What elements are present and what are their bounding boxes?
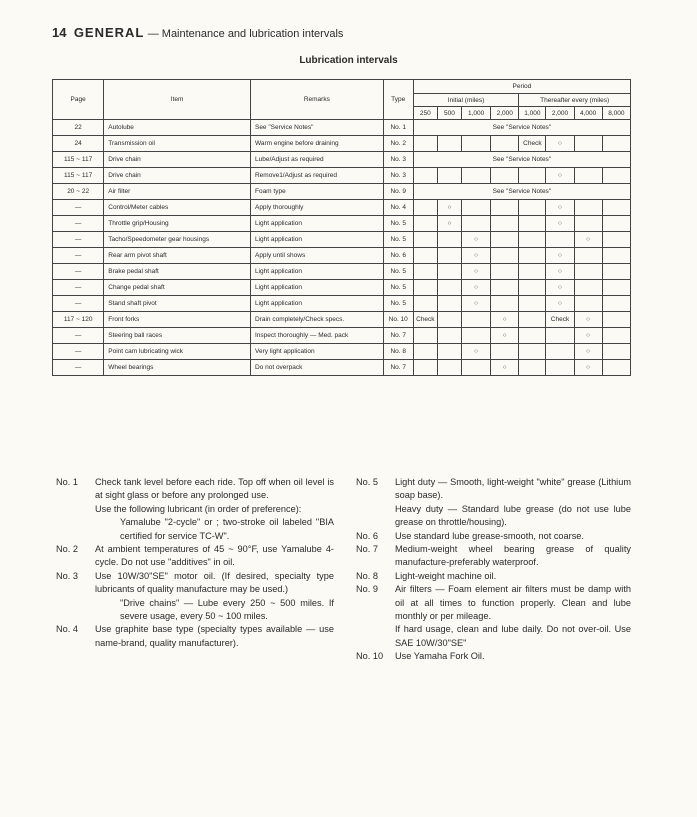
note-label: No. 5 [356,477,378,487]
cell-interval [574,280,602,296]
cell-page: 22 [53,120,104,136]
table-row [53,344,631,360]
cell-type: No. 6 [383,248,413,264]
cell-interval [437,328,461,344]
note-text: Use the following lubricant (in order of preference): [95,503,302,514]
table-row [53,168,631,184]
cell-item: Tacho/Speedometer gear housings [104,232,251,248]
cell-interval [574,200,602,216]
table-row [53,216,631,232]
page-header [52,25,343,40]
cell-interval: ○ [491,312,519,328]
cell-type: No. 5 [383,232,413,248]
note-text: Light-weight machine oil. [395,570,497,581]
cell-interval [491,216,519,232]
cell-item: Throttle grip/Housing [104,216,251,232]
cell-type: No. 7 [383,328,413,344]
table-title: Lubrication intervals [299,55,398,66]
cell-type: No. 4 [383,200,413,216]
note-text: Use Yamaha Fork Oil. [395,651,485,662]
cell-interval: ○ [546,168,574,184]
col-header-type: Type [383,80,413,120]
cell-type: No. 7 [383,360,413,376]
cell-interval: ○ [462,248,491,264]
cell-interval [413,200,437,216]
mileage-header: 250 [413,107,437,120]
cell-interval [546,360,574,376]
cell-page: — [53,216,104,232]
note-text: Use graphite base type (specialty types available — use name-brand, quality manufacturer). [95,624,334,648]
cell-interval [519,312,546,328]
cell-interval [574,264,602,280]
col-header-period: Period [413,80,630,94]
mileage-header: 4,000 [574,107,602,120]
cell-item: Air filter [104,184,251,200]
cell-type: No. 8 [383,344,413,360]
cell-interval [574,168,602,184]
cell-interval [519,200,546,216]
cell-item: Change pedal shaft [104,280,251,296]
table-row [53,280,631,296]
cell-item: Stand shaft pivot [104,296,251,312]
cell-interval [462,200,491,216]
notes-left-column [56,476,334,650]
cell-interval [491,200,519,216]
cell-interval [413,360,437,376]
cell-page: — [53,344,104,360]
note-label: No. 4 [56,624,78,635]
table-row [53,152,631,168]
table-row [53,248,631,264]
cell-interval [574,296,602,312]
cell-interval [491,344,519,360]
cell-interval [462,360,491,376]
note-text: "Drive chains" — Lube every 250 ~ 500 miles. If severe usage, every 50 ~ 100 miles. [120,597,334,622]
cell-interval [602,232,630,248]
cell-interval [413,280,437,296]
cell-interval [437,232,461,248]
cell-page: — [53,264,104,280]
cell-interval [413,344,437,360]
cell-remarks: Apply until shows [250,248,383,264]
cell-item: Wheel bearings [104,360,251,376]
cell-type: No. 5 [383,296,413,312]
mileage-header: 8,000 [602,107,630,120]
cell-interval [546,232,574,248]
note-label: No. 7 [356,544,378,555]
cell-item: Steering ball races [104,328,251,344]
cell-page: — [53,328,104,344]
cell-interval [519,248,546,264]
cell-interval [491,232,519,248]
cell-remarks: Do not overpack [250,360,383,376]
cell-type: No. 5 [383,280,413,296]
table-row [53,264,631,280]
note-body [95,476,334,543]
table-row [53,232,631,248]
mileage-header: 500 [437,107,461,120]
lubricant-note [356,476,631,530]
cell-interval [602,216,630,232]
cell-interval [602,312,630,328]
cell-interval: ○ [462,232,491,248]
note-label: No. 6 [356,530,378,541]
col-header-remarks: Remarks [250,80,383,120]
cell-interval [413,216,437,232]
cell-interval [437,360,461,376]
table-row [53,136,631,152]
table-row [53,120,631,136]
cell-interval [602,296,630,312]
col-header-page: Page [53,80,104,120]
note-body [395,476,631,530]
cell-interval: ○ [462,344,491,360]
cell-interval: ○ [546,248,574,264]
note-label: No. 2 [56,544,78,555]
cell-page: 115 ~ 117 [53,168,104,184]
cell-interval [462,168,491,184]
cell-interval: ○ [491,328,519,344]
cell-item: Autolube [104,120,251,136]
note-label: No. 9 [356,584,378,595]
lubricant-note [356,530,631,543]
table-row [53,200,631,216]
cell-type: No. 5 [383,216,413,232]
cell-page: — [53,280,104,296]
cell-item: Rear arm pivot shaft [104,248,251,264]
mileage-header: 2,000 [546,107,574,120]
cell-item: Drive chain [104,152,251,168]
cell-interval [519,232,546,248]
mileage-header: 2,000 [491,107,519,120]
col-header-thereafter: Thereafter every (miles) [519,94,631,107]
cell-interval [413,248,437,264]
cell-remarks: See "Service Notes" [250,120,383,136]
cell-interval [413,232,437,248]
cell-remarks: Light application [250,232,383,248]
cell-interval [462,328,491,344]
note-text: Use 10W/30"SE" motor oil. (If desired, specialty type lubricants of quality manufacture may be used.) [95,570,334,595]
cell-interval: ○ [546,280,574,296]
cell-interval [519,328,546,344]
note-body [395,570,631,583]
cell-remarks: Foam type [250,184,383,200]
cell-page: — [53,248,104,264]
cell-interval [574,248,602,264]
cell-interval [437,168,461,184]
cell-interval: ○ [574,344,602,360]
cell-interval [491,280,519,296]
cell-interval [437,312,461,328]
cell-interval: ○ [574,312,602,328]
cell-interval [491,296,519,312]
mileage-header: 1,000 [519,107,546,120]
cell-interval: ○ [574,232,602,248]
cell-type: No. 9 [383,184,413,200]
cell-interval [519,264,546,280]
cell-interval [413,264,437,280]
cell-page: 115 ~ 117 [53,152,104,168]
page-number: 14 [52,25,67,40]
cell-interval [519,216,546,232]
lubrication-table [52,79,631,376]
cell-type: No. 3 [383,152,413,168]
table-row [53,312,631,328]
cell-page: 24 [53,136,104,152]
cell-interval [437,136,461,152]
note-text: Medium-weight wheel bearing grease of quality manufacture-preferably waterproof. [395,544,631,568]
cell-interval [437,280,461,296]
cell-interval [602,360,630,376]
cell-remarks: Light application [250,216,383,232]
cell-interval [519,168,546,184]
cell-item: Point cam lubricating wick [104,344,251,360]
cell-interval: ○ [546,200,574,216]
cell-interval: ○ [546,296,574,312]
col-header-item: Item [104,80,251,120]
cell-remarks: Inspect thoroughly — Med. pack [250,328,383,344]
cell-interval [602,168,630,184]
cell-interval [491,136,519,152]
cell-interval [602,328,630,344]
cell-interval [602,280,630,296]
note-text: Yamalube "2-cycle" or ; two-stroke oil labeled "BIA certified for service TC-W". [120,517,334,541]
cell-type: No. 5 [383,264,413,280]
cell-interval [462,216,491,232]
cell-page: 117 ~ 120 [53,312,104,328]
cell-page: — [53,360,104,376]
cell-interval [437,296,461,312]
cell-remarks: Light application [250,264,383,280]
notes-right-column [356,476,631,664]
note-text: Heavy duty — Standard lube grease (do not use lube grease on throttle/housing). [395,503,631,528]
cell-service-notes: See "Service Notes" [413,120,630,136]
cell-interval [602,264,630,280]
note-body [395,583,631,650]
cell-item: Drive chain [104,168,251,184]
cell-interval: Check [546,312,574,328]
cell-page: 20 ~ 22 [53,184,104,200]
lubricant-note [356,650,631,663]
table-row [53,184,631,200]
lubricant-note [356,543,631,570]
cell-page: — [53,232,104,248]
cell-interval: ○ [546,264,574,280]
cell-remarks: Light application [250,280,383,296]
cell-interval [413,328,437,344]
section-title: GENERAL [73,25,145,40]
note-text: Use standard lube grease-smooth, not coarse. [395,530,584,541]
cell-interval [413,168,437,184]
mileage-header: 1,000 [462,107,491,120]
cell-interval [491,248,519,264]
cell-type: No. 1 [383,120,413,136]
cell-interval [546,344,574,360]
cell-interval [437,264,461,280]
cell-interval: Check [413,312,437,328]
cell-interval: ○ [574,360,602,376]
cell-interval: ○ [437,216,461,232]
cell-interval [437,344,461,360]
cell-interval: ○ [546,216,574,232]
cell-item: Front forks [104,312,251,328]
cell-interval [602,136,630,152]
cell-interval [574,136,602,152]
note-text: If hard usage, clean and lube daily. Do not over-oil. Use SAE 10W/30"SE" [395,624,631,648]
cell-interval [462,312,491,328]
lubricant-note [56,476,334,543]
cell-interval [602,200,630,216]
lubricant-note [56,623,334,650]
note-text: Air filters — Foam element air filters must be damp with oil at all times to function properly. Clean and lube monthly or per mileage. [395,584,631,622]
cell-remarks: Light application [250,296,383,312]
note-body [95,570,334,624]
note-body [395,650,631,663]
cell-interval [519,296,546,312]
cell-interval [462,136,491,152]
table-row [53,296,631,312]
cell-interval: ○ [491,360,519,376]
cell-type: No. 3 [383,168,413,184]
note-label: No. 1 [56,477,78,487]
cell-remarks: Very light application [250,344,383,360]
cell-interval [519,360,546,376]
cell-interval [602,344,630,360]
cell-interval [413,296,437,312]
cell-interval [546,328,574,344]
cell-type: No. 10 [383,312,413,328]
section-subtitle: — Maintenance and lubrication intervals [147,28,344,40]
note-label: No. 8 [356,570,378,581]
cell-interval: ○ [462,280,491,296]
note-body [95,623,334,650]
table-row [53,328,631,344]
cell-item: Transmission oil [104,136,251,152]
cell-interval: ○ [437,200,461,216]
note-body [395,530,631,543]
cell-page: — [53,296,104,312]
note-text: Light duty — Smooth, light-weight "white" grease (Lithium soap base). [395,477,631,501]
lubricant-note [56,543,334,570]
note-label: No. 10 [356,651,384,662]
cell-interval [574,216,602,232]
cell-interval [437,248,461,264]
cell-item: Brake pedal shaft [104,264,251,280]
cell-interval [413,136,437,152]
cell-remarks: Remove1/Adjust as required [250,168,383,184]
cell-remarks: Lube/Adjust as required [250,152,383,168]
cell-item: Control/Meter cables [104,200,251,216]
col-header-initial: Initial (miles) [413,94,519,107]
cell-interval [491,264,519,280]
cell-interval: ○ [462,264,491,280]
cell-type: No. 2 [383,136,413,152]
table-row [53,360,631,376]
cell-interval: ○ [546,136,574,152]
cell-interval: Check [519,136,546,152]
cell-service-notes: See "Service Notes" [413,152,630,168]
cell-interval [602,248,630,264]
cell-interval [491,168,519,184]
note-label: No. 3 [56,570,78,581]
cell-interval: ○ [462,296,491,312]
cell-service-notes: See "Service Notes" [413,184,630,200]
cell-interval: ○ [574,328,602,344]
note-body [395,543,631,570]
lubricant-note [56,570,334,624]
note-body [95,543,334,570]
cell-interval [519,280,546,296]
cell-page: — [53,200,104,216]
note-text: At ambient temperatures of 45 ~ 90°F, use Yamalube 4-cycle. Do not use "additives" in oil. [95,544,334,568]
note-text: Check tank level before each ride. Top off when oil level is at sight glass or before any prolonged use. [95,477,334,501]
cell-remarks: Drain completely/Check specs. [250,312,383,328]
cell-interval [519,344,546,360]
cell-remarks: Warm engine before draining [250,136,383,152]
lubricant-note [356,583,631,650]
lubricant-note [356,570,631,583]
cell-remarks: Apply thoroughly [250,200,383,216]
